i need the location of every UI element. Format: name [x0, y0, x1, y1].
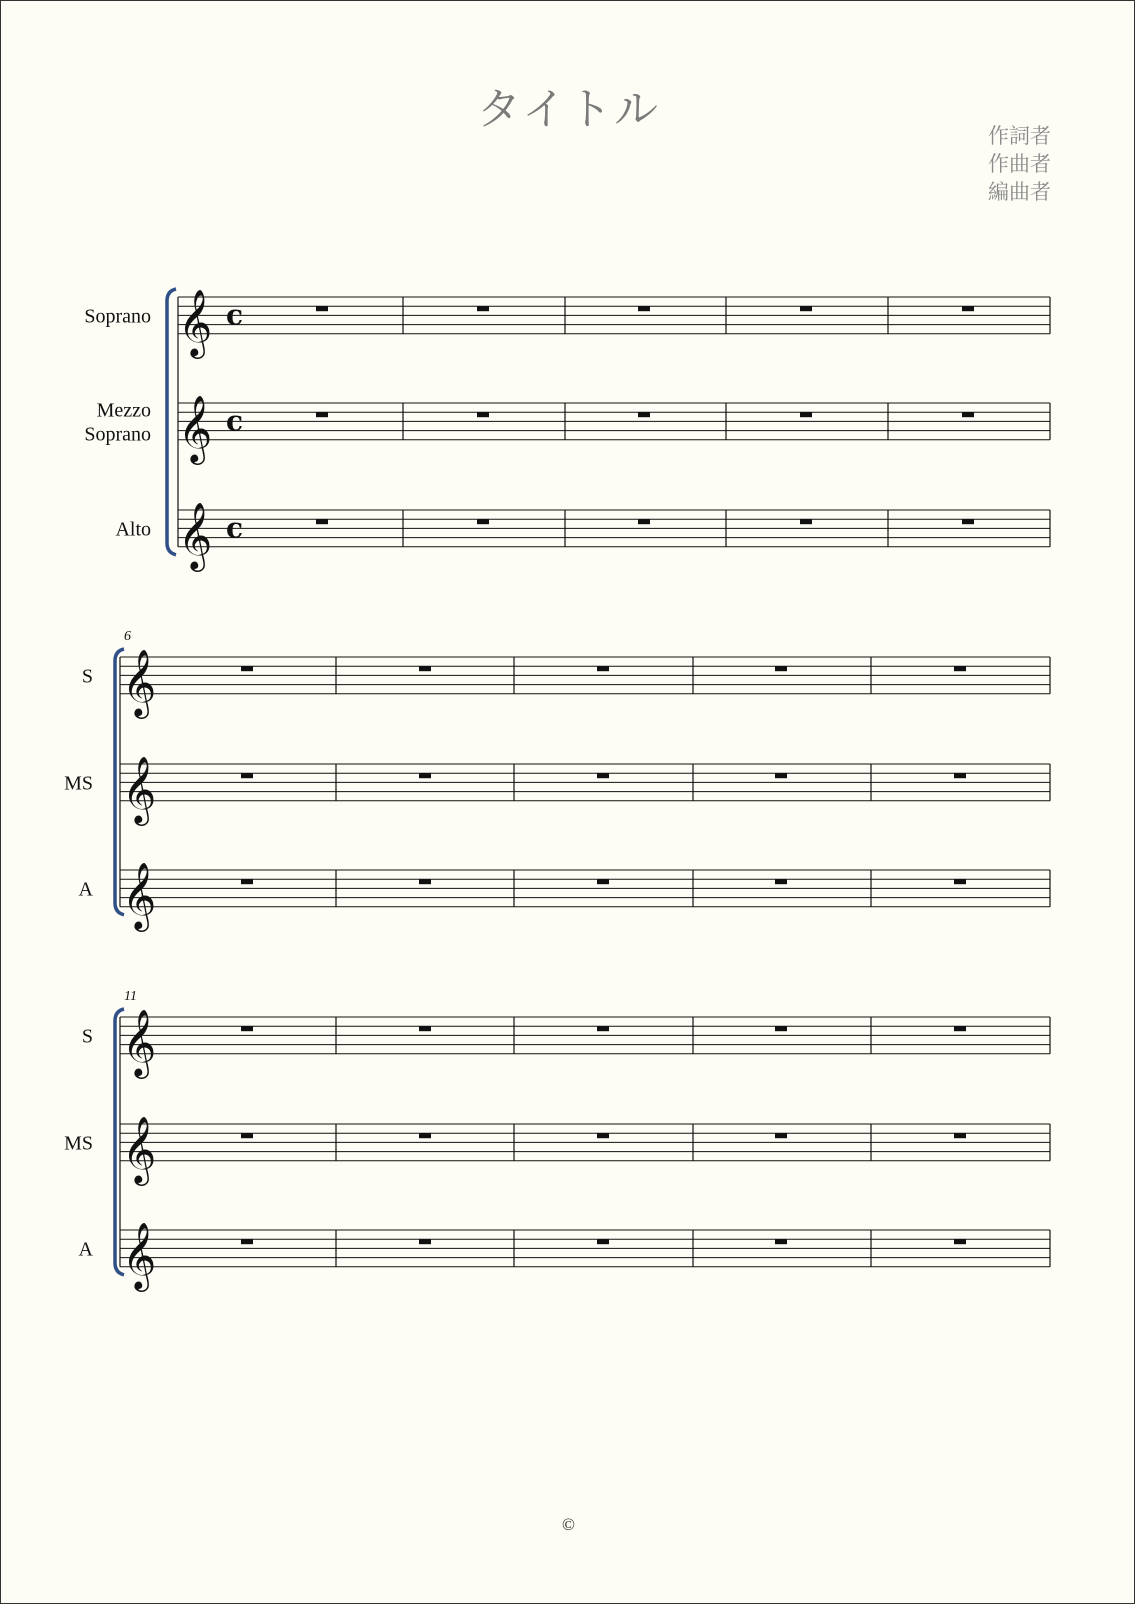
whole-rest-icon: [477, 412, 489, 417]
treble-clef-icon: 𝄞: [122, 754, 157, 823]
whole-rest-icon: [419, 773, 431, 778]
common-time-icon: c: [226, 404, 244, 438]
whole-rest-icon: [316, 519, 328, 524]
whole-rest-icon: [954, 1026, 966, 1031]
whole-rest-icon: [800, 519, 812, 524]
instrument-name: A: [78, 1238, 93, 1261]
staff: [115, 501, 1050, 572]
treble-clef-icon: 𝄞: [122, 860, 157, 929]
treble-clef-icon: 𝄞: [122, 647, 157, 716]
staff: [79, 1221, 1050, 1292]
staff: [64, 1115, 1050, 1186]
staff: [64, 755, 1050, 826]
staff: [82, 1008, 1050, 1079]
whole-rest-icon: [638, 306, 650, 311]
whole-rest-icon: [962, 519, 974, 524]
whole-rest-icon: [962, 306, 974, 311]
score-system: [84, 288, 1050, 572]
instrument-name: S: [81, 665, 93, 688]
whole-rest-icon: [597, 1026, 609, 1031]
whole-rest-icon: [241, 773, 253, 778]
measure-number: 11: [124, 989, 137, 1004]
whole-rest-icon: [597, 1239, 609, 1244]
instrument-name: MS: [64, 1132, 93, 1155]
composer-credit: 作曲者: [988, 152, 1051, 176]
whole-rest-icon: [775, 1133, 787, 1138]
instrument-name: S: [81, 1025, 93, 1048]
whole-rest-icon: [954, 1239, 966, 1244]
common-time-icon: c: [226, 511, 244, 545]
whole-rest-icon: [477, 306, 489, 311]
whole-rest-icon: [241, 1026, 253, 1031]
instrument-name: Soprano: [84, 423, 151, 446]
whole-rest-icon: [419, 879, 431, 884]
whole-rest-icon: [775, 666, 787, 671]
treble-clef-icon: 𝄞: [178, 393, 213, 462]
whole-rest-icon: [775, 1239, 787, 1244]
whole-rest-icon: [597, 879, 609, 884]
staff: [84, 288, 1050, 359]
instrument-name: Alto: [115, 518, 151, 541]
whole-rest-icon: [241, 1239, 253, 1244]
whole-rest-icon: [241, 879, 253, 884]
score-system: [64, 629, 1050, 932]
treble-clef-icon: 𝄞: [178, 287, 213, 356]
whole-rest-icon: [954, 666, 966, 671]
copyright-notice: ©: [562, 1515, 575, 1534]
whole-rest-icon: [316, 412, 328, 417]
whole-rest-icon: [419, 1239, 431, 1244]
arranger-credit: 編曲者: [988, 180, 1051, 204]
instrument-name: MS: [64, 772, 93, 795]
whole-rest-icon: [954, 1133, 966, 1138]
whole-rest-icon: [638, 412, 650, 417]
instrument-name: A: [78, 878, 93, 901]
system-bracket: [167, 289, 176, 555]
whole-rest-icon: [775, 773, 787, 778]
treble-clef-icon: 𝄞: [122, 1114, 157, 1183]
whole-rest-icon: [800, 412, 812, 417]
whole-rest-icon: [241, 666, 253, 671]
instrument-name: Mezzo: [96, 399, 151, 422]
instrument-name: Soprano: [84, 305, 151, 328]
staff: [79, 861, 1050, 932]
whole-rest-icon: [419, 666, 431, 671]
whole-rest-icon: [954, 879, 966, 884]
measure-number: 6: [124, 629, 131, 644]
whole-rest-icon: [775, 1026, 787, 1031]
whole-rest-icon: [800, 306, 812, 311]
common-time-icon: c: [226, 298, 244, 332]
staff: [82, 648, 1050, 719]
lyricist-credit: 作詞者: [988, 124, 1051, 148]
score-title: タイトル: [476, 84, 661, 135]
treble-clef-icon: 𝄞: [178, 500, 213, 569]
whole-rest-icon: [962, 412, 974, 417]
score-system: [64, 989, 1050, 1292]
whole-rest-icon: [597, 666, 609, 671]
whole-rest-icon: [477, 519, 489, 524]
whole-rest-icon: [316, 306, 328, 311]
treble-clef-icon: 𝄞: [122, 1220, 157, 1289]
treble-clef-icon: 𝄞: [122, 1007, 157, 1076]
whole-rest-icon: [954, 773, 966, 778]
whole-rest-icon: [775, 879, 787, 884]
whole-rest-icon: [419, 1026, 431, 1031]
whole-rest-icon: [638, 519, 650, 524]
whole-rest-icon: [241, 1133, 253, 1138]
whole-rest-icon: [419, 1133, 431, 1138]
staff: [84, 394, 1050, 465]
whole-rest-icon: [597, 1133, 609, 1138]
whole-rest-icon: [597, 773, 609, 778]
